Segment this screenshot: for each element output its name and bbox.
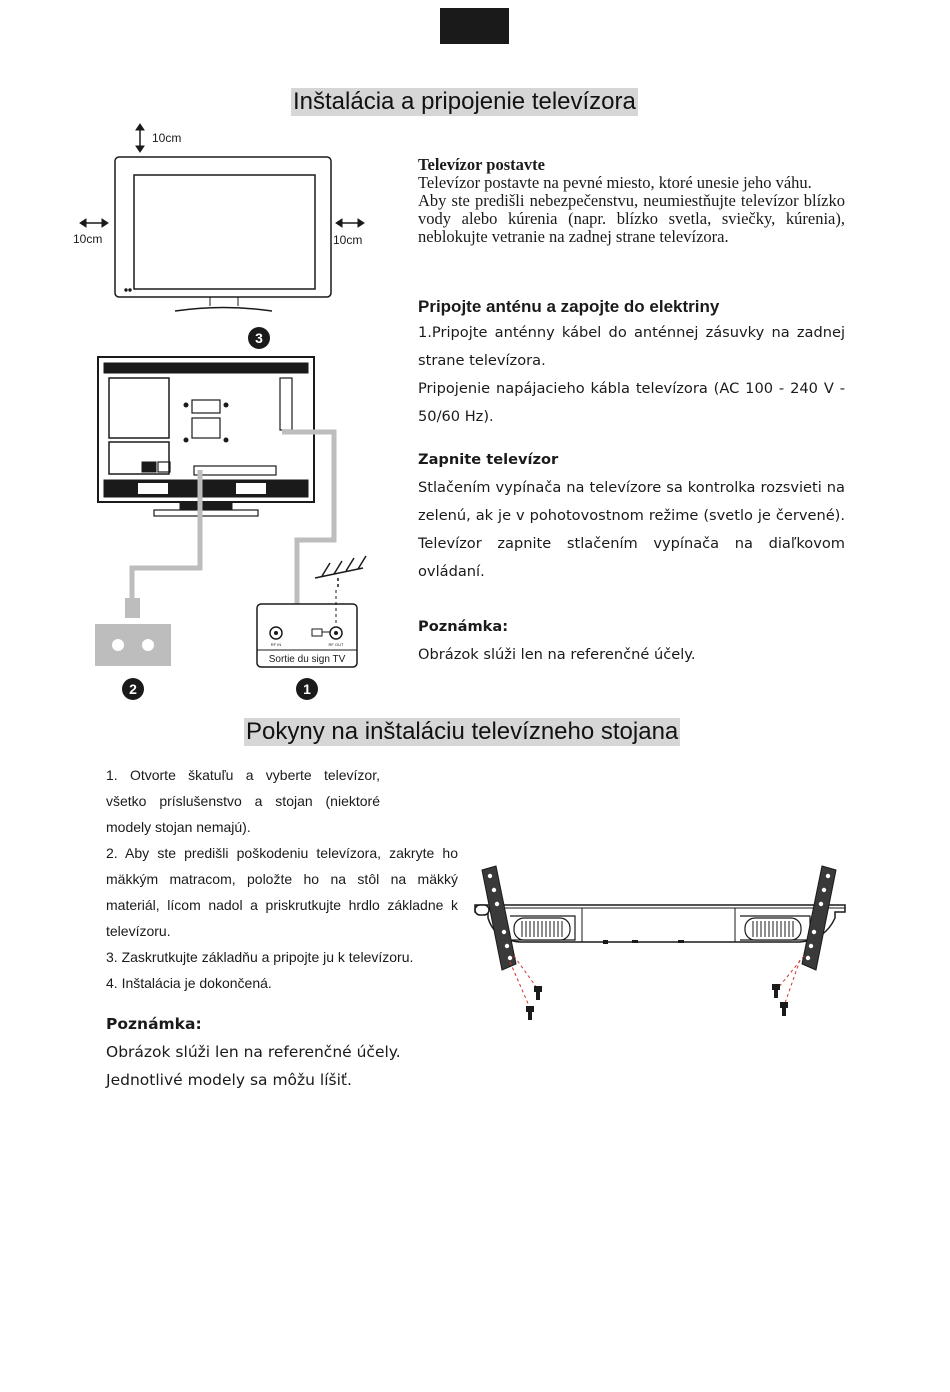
screw-left-1 (534, 986, 542, 1000)
svg-text:2: 2 (129, 681, 137, 697)
note-line-1: Obrázok slúži len na referenčné účely. (106, 1043, 401, 1061)
note-heading-2: Poznámka: (106, 1015, 202, 1033)
clearance-arrow-top (136, 124, 144, 152)
antenna-paragraph-1: 1.Pripojte anténny kábel do anténnej zásuvky na zadnej strane televízora. (418, 324, 845, 369)
port-label-a: RF IN (270, 642, 282, 647)
tv-front-drawing (115, 157, 331, 311)
note-line-2: Jednotlivé modely sa môžu líšiť. (106, 1071, 352, 1089)
stand-installation-figure (470, 860, 850, 1025)
section-title-installation: Inštalácia a pripojenie televízora (293, 88, 636, 115)
note-section-2 (106, 1010, 458, 1094)
antenna-section (418, 296, 845, 431)
antenna-icon (315, 556, 366, 590)
stand-leg-left (482, 866, 516, 970)
antenna-wall-socket (257, 590, 357, 667)
stand-step-1: 1. Otvorte škatuľu a vyberte televízor, všetko príslušenstvo a stojan (niektoré modely stojan nemajú). (106, 767, 380, 835)
clearance-label-right: 10cm (333, 233, 363, 247)
screw-right-1 (772, 984, 780, 998)
power-on-heading: Zapnite televízor (418, 451, 559, 468)
clearance-arrow-left (80, 219, 108, 227)
screw-left-2 (526, 1006, 534, 1020)
placement-section (418, 156, 845, 246)
stand-step-2: 2. Aby ste predišli poškodeniu televízora, zakryte ho mäkkým matracom, položte ho na stôl na mäkký materiál, lícom nadol a priskrutkujte hrdlo základne k televízoru. (106, 845, 458, 939)
placement-heading: Televízor postavte (418, 155, 545, 174)
antenna-heading: Pripojte anténu a zapojte do elektriny (418, 297, 720, 316)
power-on-paragraph: Stlačením vypínača na televízore sa kontrolka rozsvieti na zelenú, ak je v pohotovostnom režime (svetlo je červené). Televízor zapnite stlačením vypínača na diaľkovom ovládaní. (418, 479, 845, 580)
port-label-b: RF OUT (328, 642, 344, 647)
clearance-arrow-right (336, 219, 364, 227)
step-badge-1 (296, 678, 318, 700)
stand-step-3: 3. Zaskrutkujte základňu a pripojte ju k televízoru. (106, 949, 414, 965)
svg-text:3: 3 (255, 330, 263, 346)
power-plug (125, 598, 140, 618)
vent-grille-right (745, 918, 801, 940)
antenna-paragraph-2: Pripojenie napájacieho kábla televízora (AC 100 - 240 V - 50/60 Hz). (418, 380, 845, 425)
placement-paragraph-1: Televízor postavte na pevné miesto, ktoré unesie jeho váhu. (418, 173, 812, 192)
note-text-1: Obrázok slúži len na referenčné účely. (418, 646, 696, 663)
screw-right-2 (780, 1002, 788, 1016)
socket-caption: Sortie du sign TV (268, 654, 346, 665)
page-header-block (440, 8, 509, 44)
clearance-label-top: 10cm (152, 131, 182, 145)
vent-grille-left (514, 918, 570, 940)
wall-power-socket (95, 624, 171, 666)
step-badge-3 (248, 327, 270, 349)
step-badge-2 (122, 678, 144, 700)
tv-back-drawing (98, 357, 314, 516)
screw-guide-lines (510, 956, 804, 1008)
svg-text:1: 1 (303, 681, 311, 697)
stand-leg-right (802, 866, 836, 970)
stand-steps (106, 762, 458, 996)
note-heading-1: Poznámka: (418, 618, 509, 635)
antenna-cable (282, 432, 334, 632)
section-title-stand: Pokyny na inštaláciu televízneho stojana (246, 718, 679, 745)
installation-figure (60, 120, 410, 710)
clearance-label-left: 10cm (73, 232, 103, 246)
power-on-section (418, 446, 845, 586)
stand-step-4: 4. Inštalácia je dokončená. (106, 975, 272, 991)
note-section-1 (418, 613, 845, 669)
placement-paragraph-2: Aby ste predišli nebezpečenstvu, neumiestňujte televízor blízko vody alebo kúrenia (napr. blízko svetla, sviečky, kúrenia), neblokujte vetranie na zadnej strane televízora. (418, 191, 845, 246)
